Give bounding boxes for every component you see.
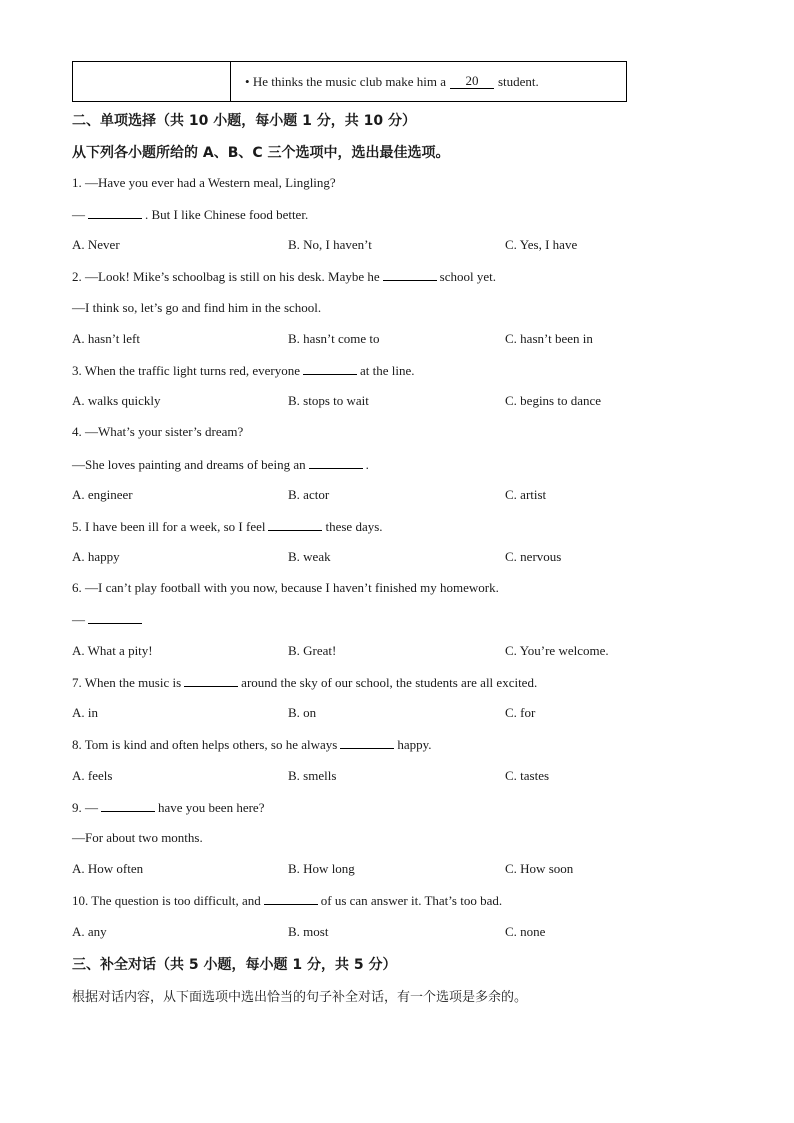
q5-text-after: these days. bbox=[325, 519, 383, 534]
q7-line1 bbox=[72, 674, 537, 691]
q3-option-a: A. walks quickly bbox=[72, 393, 161, 408]
q6-line2 bbox=[72, 611, 145, 628]
q8-option-a: A. feels bbox=[72, 768, 113, 783]
q8-text-after: happy. bbox=[397, 737, 432, 752]
table-blank-20: 20 bbox=[450, 74, 494, 89]
q10-option-c: C. none bbox=[505, 924, 546, 939]
q5-text: 5. I have been ill for a week, so I feel bbox=[72, 519, 266, 534]
q8-option-b: B. smells bbox=[288, 768, 337, 783]
q1-option-c: C. Yes, I have bbox=[505, 237, 578, 252]
q2-option-a: A. hasn’t left bbox=[72, 331, 140, 346]
q1-option-a: A. Never bbox=[72, 237, 120, 252]
q5-option-b: B. weak bbox=[288, 549, 331, 564]
q6-option-c: C. You’re welcome. bbox=[505, 643, 609, 658]
q4-option-a: A. engineer bbox=[72, 487, 133, 502]
section3-instruction: 根据对话内容，从下面选项中选出恰当的句子补全对话，有一个选项是多余的。 bbox=[72, 990, 528, 1005]
q9-option-c: C. How soon bbox=[505, 861, 574, 876]
q5-line1 bbox=[72, 518, 383, 535]
q9-blank bbox=[101, 799, 155, 812]
q4-text: 4. —What’s your sister’s dream? bbox=[72, 424, 244, 439]
q3-option-c: C. begins to dance bbox=[505, 393, 602, 408]
section2-heading: 二、单项选择（共 10 小题，每小题 1 分，共 10 分） bbox=[72, 113, 416, 129]
q4-line2 bbox=[72, 456, 369, 473]
q3-line1 bbox=[72, 362, 415, 379]
q1-line1 bbox=[72, 175, 336, 191]
q9-option-a: A. How often bbox=[72, 861, 144, 876]
q5-option-c: C. nervous bbox=[505, 549, 562, 564]
q7-option-b: B. on bbox=[288, 705, 317, 720]
q2-reply: —I think so, let’s go and find him in the school. bbox=[72, 300, 322, 315]
q6-text: 6. —I can’t play football with you now, because I haven’t finished my homework. bbox=[72, 580, 499, 595]
q1-answer-dash: — bbox=[72, 207, 85, 222]
q9-text: 9. — bbox=[72, 800, 98, 815]
q10-option-b: B. most bbox=[288, 924, 329, 939]
q10-option-a: A. any bbox=[72, 924, 107, 939]
q6-reply-dash: — bbox=[72, 612, 85, 627]
q9-line1 bbox=[72, 799, 264, 816]
q7-blank bbox=[184, 674, 238, 687]
answer-table bbox=[72, 61, 627, 102]
table-text-before: He thinks the music club make him a bbox=[252, 73, 446, 89]
q3-option-b: B. stops to wait bbox=[288, 393, 369, 408]
table-cell-right bbox=[231, 62, 626, 101]
q2-option-b: B. hasn’t come to bbox=[288, 331, 380, 346]
q10-line1 bbox=[72, 892, 502, 909]
q4-reply-end: . bbox=[365, 457, 369, 472]
q4-blank bbox=[309, 456, 363, 469]
q8-option-c: C. tastes bbox=[505, 768, 550, 783]
q5-blank bbox=[268, 518, 322, 531]
q3-text-after: at the line. bbox=[360, 363, 415, 378]
q1-blank bbox=[88, 206, 142, 219]
section3-heading: 三、补全对话（共 5 小题，每小题 1 分，共 5 分） bbox=[72, 957, 397, 973]
q7-option-a: A. in bbox=[72, 705, 98, 720]
q3-blank bbox=[303, 362, 357, 375]
q3-text: 3. When the traffic light turns red, everyone bbox=[72, 363, 301, 378]
q2-line2 bbox=[72, 300, 321, 316]
q8-blank bbox=[340, 736, 394, 749]
q7-option-c: C. for bbox=[505, 705, 536, 720]
q4-option-c: C. artist bbox=[505, 487, 547, 502]
q8-line1 bbox=[72, 736, 432, 753]
q6-blank bbox=[88, 611, 142, 624]
bullet: • bbox=[245, 73, 250, 89]
q9-reply: —For about two months. bbox=[72, 830, 203, 845]
q4-reply: —She loves painting and dreams of being an bbox=[72, 457, 306, 472]
q10-text-after: of us can answer it. That’s too bad. bbox=[320, 893, 503, 908]
q5-option-a: A. happy bbox=[72, 549, 120, 564]
q2-text-after: school yet. bbox=[439, 269, 496, 284]
q6-option-a: A. What a pity! bbox=[72, 643, 153, 658]
table-cell-left bbox=[73, 62, 231, 101]
q1-option-b: B. No, I haven’t bbox=[288, 237, 372, 252]
q9-line2 bbox=[72, 830, 203, 846]
q9-text-after: have you been here? bbox=[158, 800, 265, 815]
q7-text-after: around the sky of our school, the students are all excited. bbox=[241, 675, 538, 690]
q8-text: 8. Tom is kind and often helps others, so he always bbox=[72, 737, 338, 752]
table-text-after: student. bbox=[497, 73, 539, 89]
q1-text: 1. —Have you ever had a Western meal, Lingling? bbox=[72, 175, 336, 190]
q9-option-b: B. How long bbox=[288, 861, 355, 876]
q6-option-b: B. Great! bbox=[288, 643, 337, 658]
q10-blank bbox=[264, 892, 318, 905]
q2-text: 2. —Look! Mike’s schoolbag is still on his desk. Maybe he bbox=[72, 269, 380, 284]
q2-option-c: C. hasn’t been in bbox=[505, 331, 593, 346]
q2-line1 bbox=[72, 268, 496, 285]
q6-line1 bbox=[72, 580, 499, 596]
q2-blank bbox=[383, 268, 437, 281]
section2-instruction: 从下列各小题所给的 A、B、C 三个选项中，选出最佳选项。 bbox=[72, 145, 450, 161]
q1-line2 bbox=[72, 206, 308, 223]
q4-option-b: B. actor bbox=[288, 487, 330, 502]
q10-text: 10. The question is too difficult, and bbox=[72, 893, 261, 908]
q1-answer-text: . But I like Chinese food better. bbox=[145, 207, 309, 222]
q4-line1 bbox=[72, 424, 243, 440]
q7-text: 7. When the music is bbox=[72, 675, 182, 690]
